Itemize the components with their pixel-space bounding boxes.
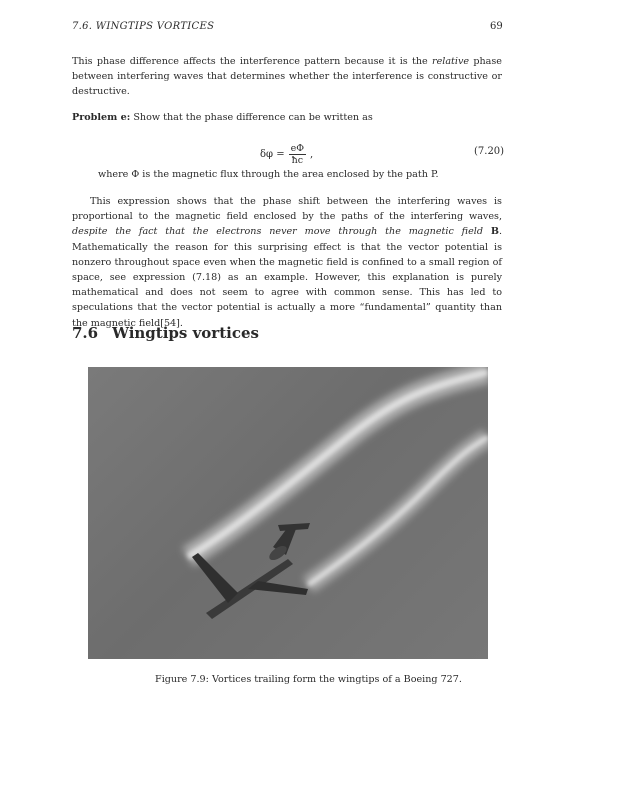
equation-comma: , xyxy=(310,149,314,160)
section-heading xyxy=(72,324,259,342)
figure-caption: Figure 7.9: Vortices trailing form the wingtips of a Boeing 727. xyxy=(155,674,462,685)
figure-photo-boeing-727 xyxy=(88,367,488,659)
section-title: Wingtips vortices xyxy=(112,324,259,342)
intro-emphasis: relative xyxy=(431,56,470,67)
explanation-paragraph xyxy=(72,194,502,331)
intro-paragraph xyxy=(72,54,502,100)
equation-number: (7.20) xyxy=(474,146,505,157)
where-line: where Φ is the magnetic flux through the area enclosed by the path P. xyxy=(98,169,439,180)
problem-text: Show that the phase difference can be written as xyxy=(130,112,373,123)
explanation-text-1: This expression shows that the phase shift between the interfering waves is proportional to the magnetic field enclosed by the paths of the interfering waves, xyxy=(72,196,502,223)
equation-lhs: δφ = xyxy=(260,149,285,160)
equation-fraction xyxy=(289,143,306,166)
explanation-space xyxy=(483,226,491,237)
explanation-text-2: . Mathematically the reason for this surprising effect is that the vector potential is nonzero throughout space even when the magnetic field is confined to a small region of space, see expression (7.18) as an example. However, this explanation is purely mathematical and does not seem to agree with common sense. This has led to speculations that the vector potential is actually a more “fundamental” quantity than the magnetic field[54]. xyxy=(72,226,502,329)
airplane-vortices-illustration xyxy=(88,367,488,659)
page-number: 69 xyxy=(490,21,503,32)
vector-B: B xyxy=(490,226,499,238)
intro-text-2: phase between interfering waves that determines whether the interference is constructive or destructive. xyxy=(72,56,502,98)
explanation-emphasis: despite the fact that the electrons never move through the magnetic field xyxy=(72,226,483,238)
problem-statement xyxy=(72,110,502,125)
equation-numerator: eΦ xyxy=(290,143,305,154)
problem-label: Problem e: xyxy=(72,112,131,123)
section-number: 7.6 xyxy=(72,324,99,342)
intro-text-1: This phase difference affects the interference pattern because it is the xyxy=(72,56,432,67)
equation-7-20 xyxy=(260,143,313,166)
running-header: 7.6. WINGTIPS VORTICES xyxy=(72,21,215,32)
equation-denominator: ħc xyxy=(291,155,304,166)
